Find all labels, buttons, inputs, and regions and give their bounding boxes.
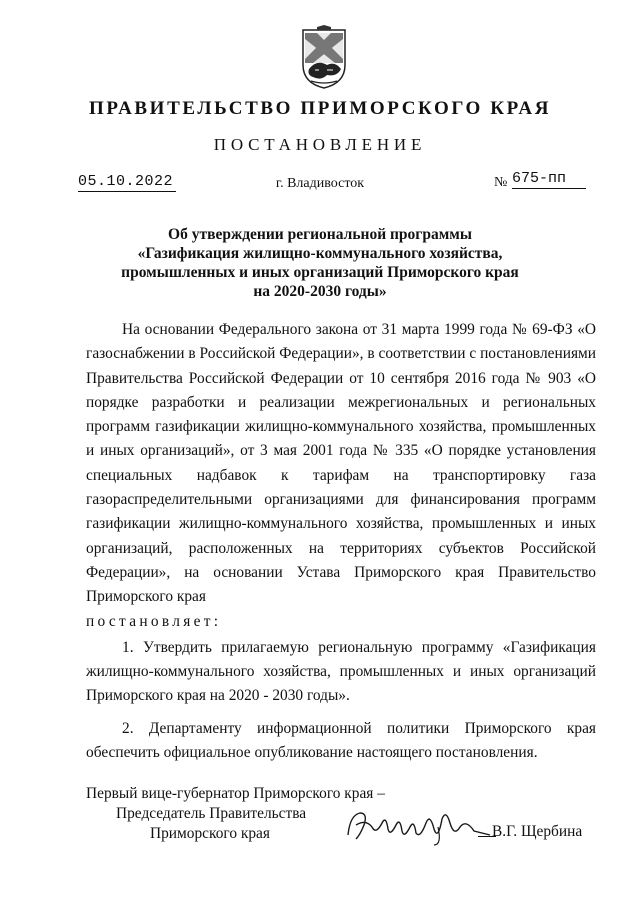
subject-line: Об утверждении региональной программы [168,226,472,243]
item-1-paragraph: 1. Утвердить прилагаемую региональную программу «Газификация жилищно-коммунального хозяйства, промышленных и иных организаций Приморского края на 2020 - 2030 годы». [86,638,596,705]
item-2-paragraph: 2. Департаменту информационной политики Приморского края обеспечить официальное опубликование настоящего постановления. [86,719,596,762]
position-line: Председатель Правительства [116,805,307,822]
document-date: 05.10.2022 [78,173,176,192]
document-type: ПОСТАНОВЛЕНИЕ [213,135,427,154]
subject-line: «Газификация жилищно-коммунального хозяйства, [137,245,503,262]
subject-line: промышленных и иных организаций Приморского края [121,264,519,281]
position-line: Первый вице-губернатор Приморского края – [86,785,385,802]
subject-line: на 2020-2030 годы» [253,283,387,300]
preamble-paragraph: На основании Федерального закона от 31 марта 1999 года № 69-ФЗ «О газоснабжении в Российской Федерации», в соответствии с постановлениями Правительства Российской Федерации от 10 сентября 2016 года № 903 «О порядке разработки и реализации межрегиональных и региональных программ газификации жилищно-коммунального хозяйства, промышленных и иных организаций», от 3 мая 2001 года № 335 «О порядке установления специальных надбавок к тарифам на транспортировку газа газораспределительными организациями для финансирования программ газификации жилищно-коммунального хозяйства, промышленных и иных организаций, расположенных на территориях субъектов Российской Федерации», на основании Устава Приморского края Правительство Приморского края [86,321,596,606]
signer-name: В.Г. Щербина [492,823,583,840]
document-city: г. Владивосток [275,176,365,191]
handwritten-signature [342,805,492,847]
document-body [86,318,596,765]
document-number-label: № [494,175,508,190]
organization-title: ПРАВИТЕЛЬСТВО ПРИМОРСКОГО КРАЯ [88,98,552,119]
document-number: 675-пп [512,170,586,189]
resolves-word: постановляет: [86,612,222,630]
document-subject [100,225,540,301]
position-line: Приморского края [150,825,270,842]
coat-of-arms-icon [297,25,351,91]
